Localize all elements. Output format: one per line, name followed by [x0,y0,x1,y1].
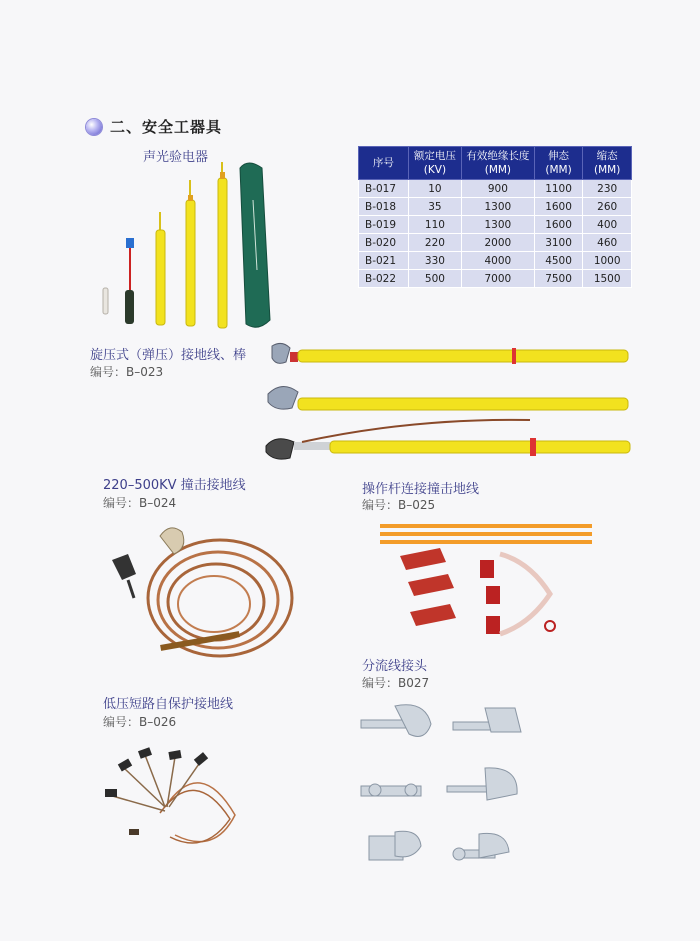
table-cell: B-019 [359,216,409,234]
table-cell: 110 [408,216,461,234]
table-cell: 220 [408,234,461,252]
table-cell: B-021 [359,252,409,270]
table-row [359,216,632,234]
table-cell: 330 [408,252,461,270]
header-voltage: 额定电压(KV) [408,147,461,180]
section-heading [86,116,222,137]
table-cell: 1300 [462,216,535,234]
table-row [359,252,632,270]
section-title: 二、安全工器具 [110,118,223,136]
header-extended: 伸态(MM) [534,147,583,180]
table-cell: B-017 [359,180,409,198]
b025-code: 编号：B–025 [362,498,436,512]
table-row [359,180,632,198]
table-cell: 900 [462,180,535,198]
table-cell: 1100 [534,180,583,198]
spec-table [358,146,632,288]
low-voltage-grounding-wire-photo [105,745,245,855]
header-serial: 序号 [359,147,409,180]
table-cell: 1600 [534,198,583,216]
detector-photo [90,160,290,335]
b024-code: 编号：B–024 [103,496,177,510]
table-cell: 10 [408,180,461,198]
table-cell: 400 [583,216,632,234]
b023-title: 旋压式（弹压）接地线、棒 [90,348,247,363]
table-cell: 1000 [583,252,632,270]
table-cell: 1500 [583,270,632,288]
table-cell: 260 [583,198,632,216]
table-cell: 35 [408,198,461,216]
table-row [359,270,632,288]
bullet-icon [86,119,102,135]
table-cell: 1300 [462,198,535,216]
b026-title: 低压短路自保护接地线 [103,697,234,712]
operating-rod-impact-wire-photo [370,520,600,650]
table-cell: 7000 [462,270,535,288]
table-cell: 2000 [462,234,535,252]
table-cell: B-020 [359,234,409,252]
header-insulation-length: 有效绝缘长度(MM) [462,147,535,180]
table-cell: 460 [583,234,632,252]
table-cell: B-022 [359,270,409,288]
table-cell: 3100 [534,234,583,252]
header-retracted: 缩态(MM) [583,147,632,180]
table-cell: B-018 [359,198,409,216]
grounding-rods-photo [262,338,642,468]
table-row [359,234,632,252]
table-cell: 500 [408,270,461,288]
b025-title: 操作杆连接撞击地线 [362,482,480,497]
table-cell: 1600 [534,216,583,234]
b026-code: 编号：B–026 [103,715,177,729]
b027-code: 编号：B027 [362,676,430,690]
detector-caption: 声光验电器 [143,150,209,165]
b024-title: 220–500KV 撞击接地线 [103,478,246,493]
table-cell: 7500 [534,270,583,288]
table-cell: 4000 [462,252,535,270]
impact-grounding-wire-photo [100,520,300,670]
table-row [359,198,632,216]
b023-code: 编号：B–023 [90,365,164,379]
shunt-connector-photo [355,698,545,868]
table-cell: 4500 [534,252,583,270]
b027-title: 分流线接头 [362,659,428,674]
table-cell: 230 [583,180,632,198]
spec-table-header-row [359,147,632,180]
